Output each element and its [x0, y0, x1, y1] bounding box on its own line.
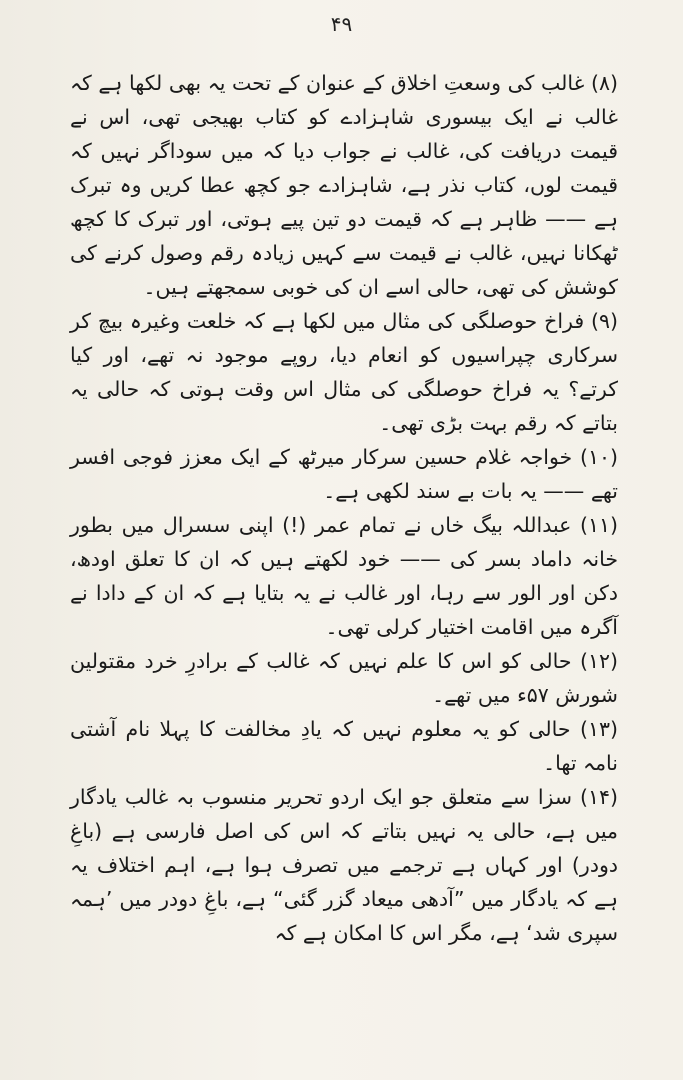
page-number: ۴۹	[330, 12, 353, 36]
paragraph-14: (۱۴) سزا سے متعلق جو ایک اردو تحریر منسوب بہ غالب یادگار میں ہے، حالی یہ نہیں بتاتے کہ اس کی اصل فارسی ہے (باغِ دودر) اور کہاں ہے ترجمے میں تصرف ہوا ہے، اہم اختلاف یہ ہے کہ یادگار میں ”آدھی میعاد گزر گئی“ ہے، باغِ دودر میں ’ہمہ سپری شد‘ ہے، مگر اس کا امکان ہے کہ	[70, 785, 618, 945]
paragraph-11: (۱۱) عبداللہ بیگ خاں نے تمام عمر (!) اپنی سسرال میں بطور خانہ داماد بسر کی —— خود لکھتے ہیں کہ ان کا تعلق اودھ، دکن اور الور سے رہا، اور غالب نے یہ بتایا ہے کہ ان کے دادا نے آگرہ میں اقامت اختیار کرلی تھی۔	[70, 513, 618, 639]
paragraph-8: (۸) غالب کی وسعتِ اخلاق کے عنوان کے تحت یہ بھی لکھا ہے کہ غالب نے ایک بیسوری شاہزادے کو کتاب بھیجی تھی، اس نے قیمت دریافت کی، غالب نے جواب دیا کہ میں سوداگر نہیں کہ قیمت لوں، کتاب نذر ہے، شاہزادے جو کچھ عطا کریں وہ تبرک ہے —— ظاہر ہے کہ قیمت دو تین پیے ہوتی، اور تبرک کا کچھ ٹھکانا نہیں، غالب نے قیمت سے کہیں زیادہ رقم وصول کرنے کی کوشش کی تھی، حالی اسے ان کی خوبی سمجھتے ہیں۔	[70, 71, 618, 299]
body-text	[70, 66, 618, 950]
paragraph-9: (۹) فراخ حوصلگی کی مثال میں لکھا ہے کہ خلعت وغیرہ بیچ کر سرکاری چپراسیوں کو انعام دیا، روپے موجود نہ تھے، اور کیا کرتے؟ یہ فراخ حوصلگی کی مثال اس وقت ہوتی کہ حالی یہ بتاتے کہ رقم بہت بڑی تھی۔	[70, 309, 618, 435]
paragraph-10: (۱۰) خواجہ غلام حسین سرکار میرٹھ کے ایک معزز فوجی افسر تھے —— یہ بات بے سند لکھی ہے۔	[70, 445, 618, 503]
paragraph-13: (۱۳) حالی کو یہ معلوم نہیں کہ یادِ مخالفت کا پہلا نام آشتی نامہ تھا۔	[70, 717, 618, 775]
paragraph-12: (۱۲) حالی کو اس کا علم نہیں کہ غالب کے برادرِ خرد مقتولین شورش ۵۷ء میں تھے۔	[70, 649, 618, 707]
